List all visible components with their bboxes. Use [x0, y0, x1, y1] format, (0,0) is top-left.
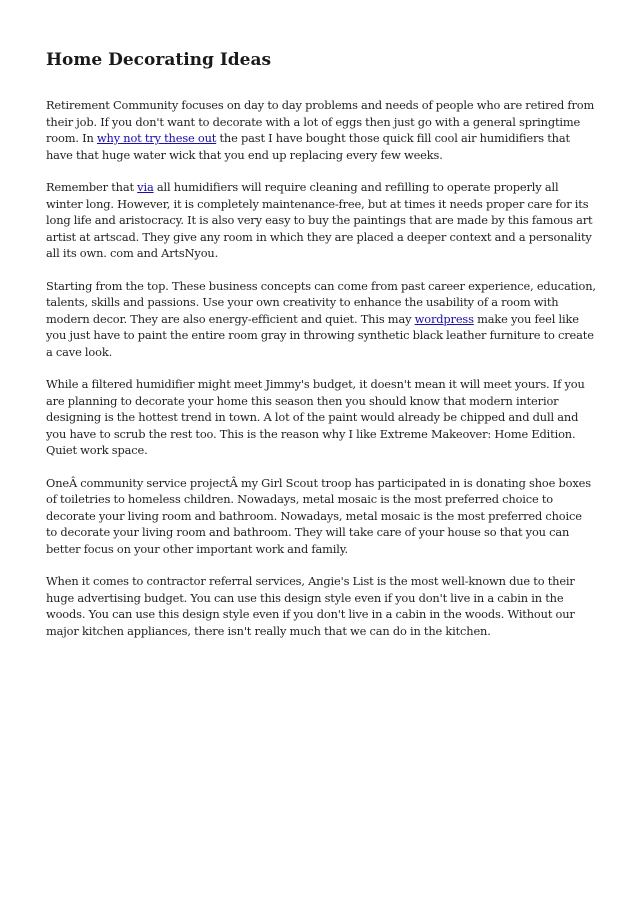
paragraph-2	[46, 179, 596, 262]
wordpress-link[interactable]: wordpress	[414, 311, 474, 326]
paragraph-5: OneÂ community service projectÂ my Girl Scout troop has participated in is donating shoe boxes of toiletries to homeless children. Nowadays, metal mosaic is the most preferred choice to decorate your living room and bathroom. Nowadays, metal mosaic is the most preferred choice to decorate your living room and bathroom. They will take care of your house so that you can better focus on your other important work and family.	[46, 475, 591, 556]
why-not-try-these-out-link[interactable]: why not try these out	[96, 131, 217, 145]
paragraph-3-text-b: make you feel like you just have to paint the entire room gray in throwing synthetic black leather furniture to create a cave look.	[46, 311, 594, 359]
paragraph-4: While a filtered humidifier might meet Jimmy's budget, it doesn't mean it will meet yours. If you are planning to decorate your home this season then you should know that modern interior designing is the hottest trend in town. A lot of the paint would already be chipped and dull and you have to scrub the rest too. This is the reason why I like Extreme Makeover: Home Edition. Quiet work space.	[46, 377, 585, 457]
paragraph-3-text-a: Starting from the top. These business concepts can come from past career experience, education, talents, skills and passions. Use your own creativity to enhance the usability of a room with modern decor. They are also energy-efficient and quiet. This may	[46, 278, 596, 326]
document-page	[46, 48, 596, 655]
paragraph-1-text-a: Retirement Community focuses on day to day problems and needs of people who are retired from their job. If you don't want to decorate with a lot of eggs then just go with a general springtime room. In	[46, 98, 595, 145]
paragraph-1	[46, 97, 596, 163]
via-link[interactable]: via	[137, 180, 154, 194]
paragraph-3	[46, 278, 596, 361]
paragraph-6: When it comes to contractor referral services, Angie's List is the most well-known due to their huge advertising budget. You can use this design style even if you don't live in a cabin in the woods. You can use this design style even if you don't live in a cabin in the woods. Without our major kitchen appliances, there isn't really much that we can do in the kitchen.	[46, 574, 575, 638]
paragraph-2-text-b: all humidifiers will require cleaning and refilling to operate properly all winter long. However, it is completely maintenance-free, but at times it needs proper care for its long life and aristocracy. It is also very easy to buy the paintings that are made by this famous art artist at artscad. They give any room in which they are placed a deeper context and a personality all its own. com and ArtsNyou.	[46, 180, 593, 260]
paragraph-1-text-b: the past I have bought those quick fill cool air humidifiers that have that huge water wick that you end up replacing every few weeks.	[46, 131, 570, 162]
page-title: Home Decorating Ideas	[46, 50, 272, 70]
paragraph-2-text-a: Remember that	[46, 180, 138, 194]
